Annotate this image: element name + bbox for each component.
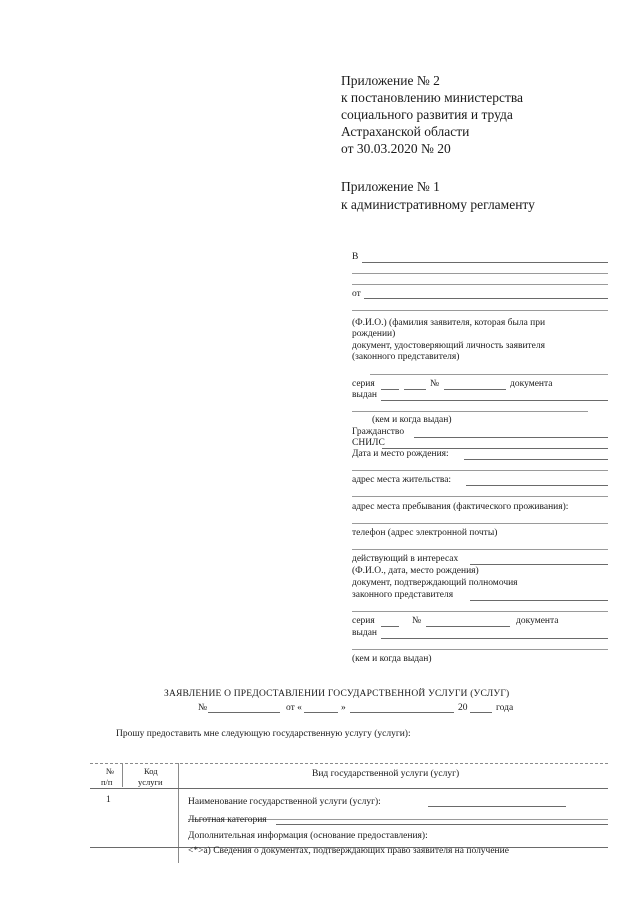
series-field[interactable] xyxy=(381,389,399,390)
col-divider-2 xyxy=(178,763,179,863)
issued-line-3[interactable] xyxy=(352,649,608,650)
acting-field[interactable] xyxy=(470,564,608,565)
issued-label: выдан xyxy=(352,390,378,400)
issued-field-2[interactable] xyxy=(381,638,608,639)
service-name-label: Наименование государственной услуги (услуг): xyxy=(188,797,381,807)
legal-rep-line-2[interactable] xyxy=(352,611,608,612)
birth-line-2[interactable] xyxy=(352,470,608,471)
issued-note-2: (кем и когда выдан) xyxy=(352,654,432,664)
document-label: документа xyxy=(510,379,553,389)
statement-title: ЗАЯВЛЕНИЕ О ПРЕДОСТАВЛЕНИИ ГОСУДАРСТВЕННОЙ УСЛУГИ (УСЛУГ) xyxy=(164,689,510,699)
issued-note: (кем и когда выдан) xyxy=(372,415,452,425)
fio-note-2: рождении) xyxy=(352,329,396,339)
to-label: В xyxy=(352,252,359,262)
resolution-date: от 30.03.2020 № 20 xyxy=(341,141,451,156)
benefit-category-label: Льготная категория xyxy=(188,815,267,825)
number-label-2: № xyxy=(412,616,422,626)
fio-note: (Ф.И.О.) (фамилия заявителя, которая была при xyxy=(352,318,546,328)
authority-doc-label: документ, подтверждающий полномочия xyxy=(352,578,518,588)
series-field-2[interactable] xyxy=(404,389,426,390)
stay-line[interactable] xyxy=(352,523,608,524)
citizenship-field[interactable] xyxy=(414,437,608,438)
region-line: Астраханской области xyxy=(341,124,470,139)
statement-year-suffix: года xyxy=(496,703,514,713)
col-type-header: Вид государственной услуги (услуг) xyxy=(312,769,460,779)
from-line-2[interactable] xyxy=(352,310,608,311)
col-code-header-2: услуги xyxy=(138,777,163,787)
issued-label-2: выдан xyxy=(352,628,378,638)
legal-rep-field[interactable] xyxy=(470,600,608,601)
service-name-field[interactable] xyxy=(428,806,566,807)
residence-line-2[interactable] xyxy=(352,496,608,497)
col-number-header: № xyxy=(106,766,115,776)
benefit-category-field[interactable] xyxy=(276,824,608,825)
statement-year-field[interactable] xyxy=(470,712,492,713)
number-field-2[interactable] xyxy=(426,626,510,627)
from-line[interactable] xyxy=(364,298,608,299)
request-text: Прошу предоставить мне следующую государственную услугу (услуги): xyxy=(116,729,411,739)
legal-rep-label: законного представителя xyxy=(352,590,454,600)
documents-info-text: <*>а) Сведения о документах, подтверждающих право заявителя на получение xyxy=(188,846,509,856)
series-label: серия xyxy=(352,379,375,389)
statement-date-label: от « xyxy=(286,703,302,713)
to-line[interactable] xyxy=(362,262,608,263)
id-document-label: документ, удостоверяющий личность заявителя xyxy=(352,341,546,351)
statement-year-prefix: 20 xyxy=(458,703,468,713)
header-bottom-border xyxy=(90,788,608,789)
phone-line[interactable] xyxy=(352,549,608,550)
series-field-3[interactable] xyxy=(381,626,399,627)
stay-label: адрес места пребывания (фактического проживания): xyxy=(352,502,569,512)
table-top-border xyxy=(90,763,608,764)
series-label-2: серия xyxy=(352,616,375,626)
to-line-2[interactable] xyxy=(352,273,608,274)
additional-info-label: Дополнительная информация (основание предоставления): xyxy=(188,831,428,841)
issued-field[interactable] xyxy=(381,400,608,401)
from-label: от xyxy=(352,289,361,299)
acting-note: (Ф.И.О., дата, место рождения) xyxy=(352,566,479,576)
statement-quote-close: » xyxy=(341,703,346,713)
doc-line[interactable] xyxy=(370,374,608,375)
citizenship-label: Гражданство xyxy=(352,427,405,437)
phone-label: телефон (адрес электронной почты) xyxy=(352,528,498,538)
acting-label: действующий в интересах xyxy=(352,554,459,564)
statement-number-field[interactable] xyxy=(208,712,280,713)
issued-line-2[interactable] xyxy=(352,411,588,412)
number-field[interactable] xyxy=(444,389,506,390)
regulation-line: к административному регламенту xyxy=(341,197,535,212)
birth-label: Дата и место рождения: xyxy=(352,449,449,459)
col-number-header-2: п/п xyxy=(101,777,113,787)
number-label: № xyxy=(430,379,440,389)
document-label-2: документа xyxy=(516,616,559,626)
statement-month-field[interactable] xyxy=(350,712,454,713)
resolution-line: к постановлению министерства xyxy=(341,90,524,105)
snils-label: СНИЛС xyxy=(352,438,385,448)
legal-rep-note: (законного представителя) xyxy=(352,352,460,362)
birth-field[interactable] xyxy=(464,459,608,460)
col-code-header: Код xyxy=(144,766,158,776)
ministry-line: социального развития и труда xyxy=(341,107,513,122)
row-number: 1 xyxy=(106,795,111,805)
appendix-2-title: Приложение № 2 xyxy=(341,73,440,88)
to-line-3[interactable] xyxy=(352,284,608,285)
residence-label: адрес места жительства: xyxy=(352,475,452,485)
appendix-1-title: Приложение № 1 xyxy=(341,179,440,194)
statement-number-label: № xyxy=(198,703,208,713)
residence-field[interactable] xyxy=(466,485,608,486)
col-divider-1 xyxy=(122,763,123,787)
statement-day-field[interactable] xyxy=(304,712,338,713)
